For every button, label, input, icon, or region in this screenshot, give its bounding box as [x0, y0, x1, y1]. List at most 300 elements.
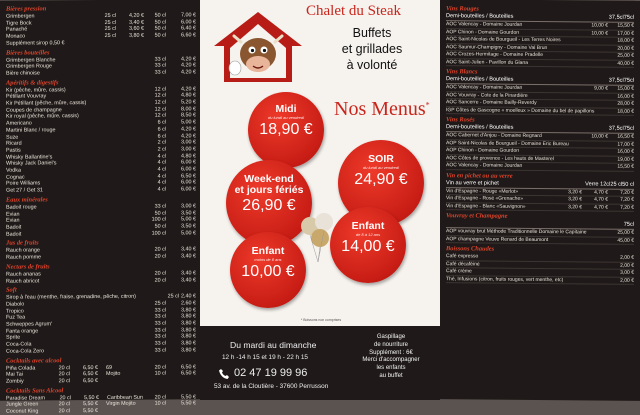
- drink-price: [116, 348, 144, 355]
- section-title: Apéritifs & digestifs: [6, 78, 59, 87]
- drink-name: Badoit rouge: [6, 204, 37, 211]
- wine-name: AOC Crozes-Hermitage - Domaine Pradelle: [446, 51, 543, 59]
- wine-price: 4,70 €: [594, 188, 608, 196]
- drink-price: [116, 277, 144, 284]
- restaurant-name: Chalet du Steak: [306, 3, 401, 19]
- section-title: Bières pression: [6, 5, 47, 13]
- drink-name: Pétillant Vouvray: [6, 93, 47, 100]
- drink-volume: [90, 254, 116, 261]
- wine-price: 2,00 €: [620, 277, 634, 284]
- phone-number[interactable]: 02 47 19 99 96: [234, 367, 308, 379]
- header-size: 37,5cl: [608, 125, 624, 132]
- drink-price: 5,00 €: [181, 119, 196, 126]
- drink-volume: 6 cl: [157, 119, 166, 126]
- drinks-footnote: * Boissons non comprises: [300, 318, 342, 322]
- drink-volume: 50 cl: [154, 12, 166, 19]
- drink-row: [6, 230, 196, 238]
- wine-name: AOP champagne Veuve Renard de Beaumont: [446, 235, 549, 243]
- menu-center-panel: [200, 0, 440, 400]
- drink-name: Martini Blanc / rouge: [6, 127, 56, 134]
- drink-volume: 25 cl: [154, 300, 166, 307]
- drink-price: 5,50 €: [83, 401, 98, 408]
- wine-price: 2,00 €: [620, 254, 634, 261]
- menu-soir-price: 24,90 €: [354, 171, 408, 188]
- header-size: 75cl: [623, 125, 634, 132]
- drink-name: Tigre Bock: [6, 20, 32, 27]
- tagline-line2: et grillades: [341, 42, 403, 56]
- drink-name: Kir royal (pêche, mûre, cassis): [6, 113, 79, 121]
- drink-name: Rauch pomme: [6, 254, 42, 261]
- drink-volume: 10 cl: [154, 370, 166, 377]
- wine-price: 45,00 €: [617, 237, 634, 244]
- drink-price: 4,80 €: [181, 92, 196, 99]
- drink-volume: [90, 187, 116, 194]
- drink-volume: 33 cl: [154, 340, 166, 347]
- drink-price: 3,40 €: [181, 270, 196, 277]
- drink-name: Americano: [6, 120, 32, 127]
- drink-name: Kir Pétillant (pêche, mûre, cassis): [6, 100, 87, 107]
- drink-name: Piña Colada: [6, 364, 36, 372]
- drink-volume: 6 cl: [157, 133, 166, 140]
- drink-price: [116, 40, 144, 47]
- drink-name: Zombiy: [6, 378, 24, 385]
- opening-days: Du mardi au dimanche: [230, 340, 317, 350]
- drink-name: [106, 408, 144, 415]
- drink-price: 3,80 €: [181, 313, 196, 320]
- drink-volume: 100 cl: [151, 230, 166, 237]
- drink-name: Fuz Tea: [6, 314, 26, 321]
- drink-price: 4,80 €: [181, 152, 196, 160]
- drink-price: [166, 377, 196, 384]
- anti-waste-line: de nourriture: [373, 341, 409, 348]
- drink-name: Whisky Jack Daniel's: [6, 160, 57, 168]
- drink-volume: 33 cl: [154, 56, 166, 63]
- header-label: Demi-bouteilles / Bouteilles: [446, 124, 514, 131]
- drink-volume: 4 cl: [157, 173, 166, 180]
- drink-price: 5,50 €: [181, 400, 196, 407]
- drink-name: Ricard: [6, 140, 22, 147]
- wine-name: AOP vouvray brut Méthode Traditionnelle Domaine le Capitaine: [446, 228, 587, 236]
- drink-price: 6,00 €: [181, 159, 196, 166]
- drink-price: 5,00 €: [181, 230, 196, 237]
- drink-price: 3,40 €: [129, 19, 144, 26]
- phone-icon: [218, 368, 230, 380]
- anti-waste-notice: [346, 334, 436, 381]
- drink-price: 8,50 €: [181, 112, 196, 119]
- wine-row: [446, 162, 634, 171]
- wines-right-panel: [440, 0, 640, 401]
- drink-name: Suze: [6, 134, 19, 141]
- header-label: Vin au verre et pichet: [446, 179, 499, 187]
- drink-price: 3,80 €: [181, 340, 196, 347]
- tagline-line3: à volonté: [346, 58, 398, 72]
- drink-row: [6, 347, 196, 355]
- drink-name: Monaco: [6, 33, 26, 40]
- wine-name: Thé, Infusions (citron, fruits rouges, vert menthe, etc): [446, 275, 564, 283]
- wine-price: 17,00 €: [617, 141, 634, 148]
- drink-volume: 2 cl: [157, 146, 166, 153]
- menu-enfant-8-12-badge: [330, 207, 406, 283]
- drink-name: Caribbean Sun: [106, 394, 143, 401]
- drink-price: 4,20 €: [181, 126, 196, 133]
- wine-name: Café expresso: [446, 253, 479, 260]
- drink-row: [6, 253, 196, 261]
- drink-price: 3,00 €: [181, 203, 196, 210]
- drink-volume: 12 cl: [154, 112, 166, 120]
- drink-name: Grimbergen Rouge: [6, 63, 52, 70]
- wine-name: Vin d'Espagne - Rouge «Merlot»: [446, 187, 519, 195]
- drink-name: Whisky Ballantine's: [6, 153, 53, 161]
- drink-name: Panaché: [6, 26, 28, 34]
- wine-price: [582, 148, 608, 155]
- drink-price: 4,20 €: [129, 12, 144, 19]
- menu-midi-label: Midi: [275, 103, 297, 115]
- address: 53 av. de la Cloutière - 37600 Perrusson: [214, 383, 329, 390]
- wine-price: 3,00 €: [620, 269, 634, 276]
- drink-volume: 25 cl: [104, 26, 116, 33]
- header-size: 25 cl: [610, 181, 623, 188]
- drink-price: 3,80 €: [181, 306, 196, 314]
- drink-price: 6,50 €: [83, 364, 98, 371]
- drink-price: [116, 230, 144, 237]
- drink-volume: 6 cl: [157, 126, 166, 133]
- wine-price: 18,00 €: [617, 37, 634, 44]
- section-title: Cocktails Sans Alcool: [6, 386, 64, 395]
- header-size: 37,5cl: [608, 77, 624, 84]
- drink-name: Coupes de champagne: [6, 107, 62, 114]
- drink-price: 3,50 €: [181, 223, 196, 230]
- wine-price: 7,20 €: [620, 189, 634, 196]
- drink-volume: 33 cl: [154, 333, 166, 341]
- drink-price: 3,80 €: [181, 327, 196, 334]
- wine-price: 3,20 €: [568, 196, 582, 203]
- drink-price: 3,50 €: [181, 209, 196, 217]
- wine-price: 10,00 €: [591, 29, 608, 37]
- drink-volume: 33 cl: [154, 347, 166, 354]
- wine-price: 17,00 €: [617, 30, 634, 37]
- wine-name: IGP Côtes de Gascogne « moelleux » Domaine du bel de papillons: [446, 106, 595, 114]
- drink-price: 6,50 €: [83, 377, 98, 385]
- drink-price: 4,20 €: [181, 62, 196, 69]
- drink-name: Sirop à l'eau (menthe, fraise, grenadine, pêche, citron): [6, 293, 136, 301]
- drink-name: Mojito: [106, 371, 121, 378]
- drink-volume: 100 cl: [151, 216, 166, 223]
- header-size: 75cl: [623, 221, 634, 228]
- wine-price: 7,20 €: [620, 196, 634, 203]
- anti-waste-line: les enfants: [376, 365, 406, 372]
- drink-price: 6,50 €: [83, 371, 98, 378]
- menu-enfant-under8-badge: [230, 232, 306, 308]
- drink-price: 3,40 €: [181, 246, 196, 253]
- wine-price: 25,00 €: [617, 229, 634, 236]
- header-size: 75cl: [623, 77, 634, 84]
- wine-name: AOC Saint-Julien - Pavillon du Glana: [446, 58, 528, 66]
- drink-volume: 4 cl: [157, 166, 166, 173]
- wine-row: [446, 59, 634, 68]
- drink-volume: 4 cl: [157, 180, 166, 187]
- drink-name: Badoit: [6, 231, 22, 238]
- drink-volume: [144, 39, 166, 46]
- wine-price: [582, 156, 608, 163]
- wine-price: 20,00 €: [617, 45, 634, 52]
- drink-volume: 50 cl: [154, 25, 166, 33]
- drink-price: [116, 70, 144, 77]
- drink-volume: 12 cl: [154, 99, 166, 106]
- drink-volume: 50 cl: [154, 32, 166, 39]
- menus-heading: Nos Menus*: [334, 98, 430, 120]
- drink-volume: 33 cl: [154, 313, 166, 320]
- wine-row: [446, 107, 634, 116]
- drink-volume: 25 cl: [104, 32, 116, 40]
- header-size: 37,5cl: [608, 14, 624, 21]
- wine-name: AOP Saint-Nicolas de Bourgueil - Domaine Eric Bureau: [446, 139, 569, 147]
- drink-name: Fanta orange: [6, 328, 39, 335]
- drink-volume: 33 cl: [154, 307, 166, 314]
- drink-name: Diabolo: [6, 301, 25, 308]
- menu-weekend-label2: et jours fériés: [234, 184, 304, 196]
- drink-price: 6,60 €: [181, 32, 196, 39]
- drink-name: Evian: [6, 217, 20, 224]
- menu-midi-note: du lundi au vendredi: [267, 115, 305, 120]
- drink-name: Sprite: [6, 334, 21, 342]
- drink-price: 6,00 €: [181, 186, 196, 193]
- wine-name: AOC Valencay - Domaine Jourdan: [446, 162, 523, 169]
- section-title: Eaux minérales: [6, 196, 48, 204]
- section-title: Vins Blancs: [446, 68, 478, 76]
- drink-volume: 20 cl: [154, 394, 166, 401]
- menu-enfant-8-12-note: de 8 à 12 ans: [355, 232, 381, 237]
- drink-volume: 12 cl: [154, 106, 166, 113]
- spacer: [98, 408, 106, 415]
- drink-price: 5,20 €: [181, 99, 196, 106]
- drink-volume: 4 cl: [157, 153, 166, 160]
- drink-price: 6,50 €: [181, 370, 196, 377]
- drink-volume: 20 cl: [154, 364, 166, 371]
- drink-price: 3,40 €: [181, 276, 196, 283]
- drink-price: 3,80 €: [181, 347, 196, 354]
- drink-volume: 33 cl: [154, 327, 166, 334]
- section-title: Vins Rosés: [446, 116, 475, 124]
- wine-name: Vin d'Espagne - Blanc «Sauvignon»: [446, 202, 526, 210]
- wine-price: [582, 93, 608, 100]
- drink-price: 5,50 €: [83, 394, 99, 401]
- drink-price: 5,50 €: [181, 393, 196, 401]
- drink-volume: 20 cl: [154, 270, 166, 277]
- drink-price: [166, 39, 196, 46]
- drink-price: 3,80 €: [129, 32, 144, 39]
- wine-name: AOC Cabernet d'Anjou - Domaine Regnard: [446, 132, 542, 140]
- drink-name: Grimbergen: [6, 13, 35, 20]
- wine-price: 7,20 €: [620, 204, 634, 211]
- drink-price: [166, 407, 196, 414]
- drink-volume: 33 cl: [154, 203, 166, 210]
- header-size: Verre 12cl: [585, 180, 611, 188]
- drink-name: Rauch orange: [6, 247, 40, 255]
- drink-price: 6,40 €: [181, 25, 196, 32]
- wine-name: AOC Sancerre - Domaine Bailly-Reverdy: [446, 99, 537, 106]
- header-size: 75cl: [623, 14, 634, 21]
- section-title: Cocktails avec alcool: [6, 356, 62, 365]
- drink-volume: 33 cl: [154, 320, 166, 327]
- drink-name: Coca-Cola Zero: [6, 348, 45, 355]
- section-title: Nectars de fruits: [6, 263, 50, 271]
- drink-volume: 33 cl: [154, 69, 166, 76]
- drink-volume: 20 cl: [58, 371, 70, 378]
- wine-price: 10,00 €: [591, 133, 608, 140]
- wine-name: Vin d'Espagne - Rosé «Grenache»: [446, 195, 524, 202]
- menu-soir-note: du lundi au vendredi: [362, 165, 400, 170]
- wine-price: 16,00 €: [617, 93, 634, 100]
- drink-volume: 50 cl: [154, 19, 166, 26]
- drink-price: 3,00 €: [181, 146, 196, 153]
- wine-price: [582, 52, 608, 59]
- hours-contact-band: [200, 326, 440, 400]
- menu-enfant-under8-note: moins de 8 ans: [254, 257, 282, 262]
- drink-volume: 12 cl: [154, 86, 166, 93]
- wine-price: 19,00 €: [617, 156, 634, 163]
- wine-name: AOC Saint-Nicolas de Bourgueil - Les Terres Noires: [446, 36, 561, 44]
- section-title: Boissons Chaudes: [446, 245, 495, 253]
- drink-row: [6, 377, 196, 385]
- drink-price: 3,40 €: [181, 253, 196, 260]
- drink-name: Bière chinoise: [6, 70, 40, 77]
- wine-name: AOP Chinon - Domaine Gourdon: [446, 147, 520, 154]
- section-title: Jus de fruits: [6, 239, 39, 248]
- drink-volume: [90, 348, 116, 355]
- drink-name: Coconut King: [6, 408, 39, 415]
- wine-price: 3,20 €: [568, 188, 582, 195]
- wine-price: 2,00 €: [620, 262, 634, 269]
- drink-row: [6, 277, 196, 285]
- wine-price: 25,00 €: [617, 52, 634, 59]
- wine-name: AOC Saumur-Champigny - Domaine Val Brun: [446, 43, 548, 51]
- drink-volume: [90, 277, 116, 284]
- drink-volume: 25 cl: [167, 293, 179, 300]
- header-size: 50 cl: [622, 181, 634, 188]
- drink-name: Rauch ananas: [6, 271, 41, 278]
- drink-name: Rauch abricot: [6, 277, 40, 285]
- drink-volume: 25 cl: [104, 19, 116, 26]
- drink-price: 5,00 €: [181, 216, 196, 223]
- drink-volume: 25 cl: [104, 12, 116, 19]
- drink-price: 6,00 €: [181, 166, 196, 173]
- menu-enfant-8-12-label: Enfant: [351, 220, 385, 232]
- menu-enfant-under8-price: 10,00 €: [241, 263, 295, 280]
- menu-enfant-8-12-price: 14,00 €: [341, 238, 395, 255]
- drink-volume: 20 cl: [58, 401, 70, 408]
- section-title: Bières bouteilles: [6, 48, 50, 57]
- wine-name: AOC Vouvray - Cote de la Pinardière: [446, 91, 528, 99]
- drink-price: 3,80 €: [181, 320, 196, 327]
- drink-volume: [90, 40, 116, 47]
- drink-row: [6, 407, 196, 415]
- wine-price: 16,50 €: [617, 133, 634, 140]
- wine-price: 18,00 €: [617, 108, 634, 115]
- menu-midi-badge: [248, 92, 324, 168]
- section-title: Soft: [6, 286, 17, 294]
- drink-price: 4,20 €: [181, 132, 196, 139]
- drink-volume: 20 cl: [59, 394, 71, 401]
- menu-soir-label: SOIR: [368, 153, 394, 165]
- drink-price: 5,50 €: [83, 408, 98, 415]
- wine-name: AOC Côtes de provence - Les hauts de Masterel: [446, 154, 554, 162]
- drink-volume: 20 cl: [154, 253, 166, 260]
- drink-name: Virgin Mojito: [106, 401, 136, 408]
- drink-price: 4,20 €: [181, 69, 196, 76]
- drink-price: 6,50 €: [181, 363, 196, 370]
- drink-volume: 10 cl: [154, 400, 166, 407]
- drink-price: [116, 254, 144, 261]
- section-title: Vins Rouges: [446, 5, 479, 13]
- drink-name: Mai Tai: [6, 371, 23, 378]
- wine-price: 15,00 €: [617, 85, 634, 92]
- anti-waste-line: au buffet: [379, 372, 403, 379]
- wine-price: [594, 108, 614, 115]
- drink-volume: 20 cl: [58, 378, 70, 385]
- drink-volume: [144, 377, 166, 384]
- anti-waste-line: Supplément : 6€: [369, 349, 413, 356]
- wine-price: 3,20 €: [568, 203, 582, 210]
- drink-volume: [90, 70, 116, 77]
- wine-price: [582, 37, 608, 44]
- drink-volume: [90, 231, 116, 238]
- drink-price: 6,00 €: [181, 19, 196, 26]
- drink-name: Grimbergen Blanche: [6, 56, 56, 64]
- drink-name: Kir (pêche, mûre, cassis): [6, 86, 66, 94]
- section-title: Vouvray et Champagne: [446, 212, 508, 220]
- wine-price: 15,50 €: [617, 163, 634, 170]
- drink-price: 4,20 €: [181, 85, 196, 93]
- drink-price: 4,20 €: [181, 55, 196, 62]
- wine-name: AOC Valencay - Domaine Jourdan: [446, 84, 523, 91]
- wine-price: [582, 100, 608, 107]
- drink-name: Coca-Cola: [6, 341, 32, 348]
- drink-volume: 20 cl: [58, 364, 70, 371]
- drink-name: Vodka: [6, 167, 21, 174]
- wine-name: AOP Chinon - Domaine Gourdon: [446, 28, 520, 36]
- wine-name: Café décaféiné: [446, 260, 480, 267]
- drink-price: 6,50 €: [181, 173, 196, 180]
- tagline-line1: Buffets: [352, 26, 392, 40]
- drink-name: Pastis: [6, 147, 21, 154]
- drink-name: Get 27 / Get 31: [6, 187, 43, 194]
- drink-name: Poire Williams: [6, 180, 41, 188]
- wine-price: [582, 163, 608, 170]
- drink-row: [6, 39, 196, 47]
- drink-name: Supplément sirop 0,50 €: [6, 40, 65, 47]
- wine-row: [446, 236, 634, 245]
- anti-waste-line: Gaspillage: [376, 334, 406, 340]
- drink-volume: 2 cl: [157, 139, 166, 146]
- menu-weekend-label1: Week-end: [244, 173, 294, 185]
- drink-volume: 50 cl: [154, 210, 166, 217]
- wine-price: 15,50 €: [617, 22, 634, 29]
- wine-price: [582, 45, 608, 52]
- wine-row: [446, 203, 634, 212]
- drink-row: [6, 187, 196, 195]
- header-label: Demi-bouteilles / Bouteilles: [446, 13, 514, 20]
- wine-price: 16,00 €: [617, 148, 634, 155]
- wine-price: 28,00 €: [617, 100, 634, 107]
- drink-name: Tropico: [6, 308, 24, 315]
- drink-volume: 50 cl: [154, 223, 166, 230]
- wine-price: 40,00 €: [617, 60, 634, 67]
- drink-name: Cognac: [6, 174, 25, 181]
- drink-price: 3,60 €: [129, 26, 144, 33]
- menu-enfant-under8-label: Enfant: [251, 245, 285, 257]
- drink-volume: 4 cl: [157, 186, 166, 193]
- drink-name: Evian: [6, 211, 20, 218]
